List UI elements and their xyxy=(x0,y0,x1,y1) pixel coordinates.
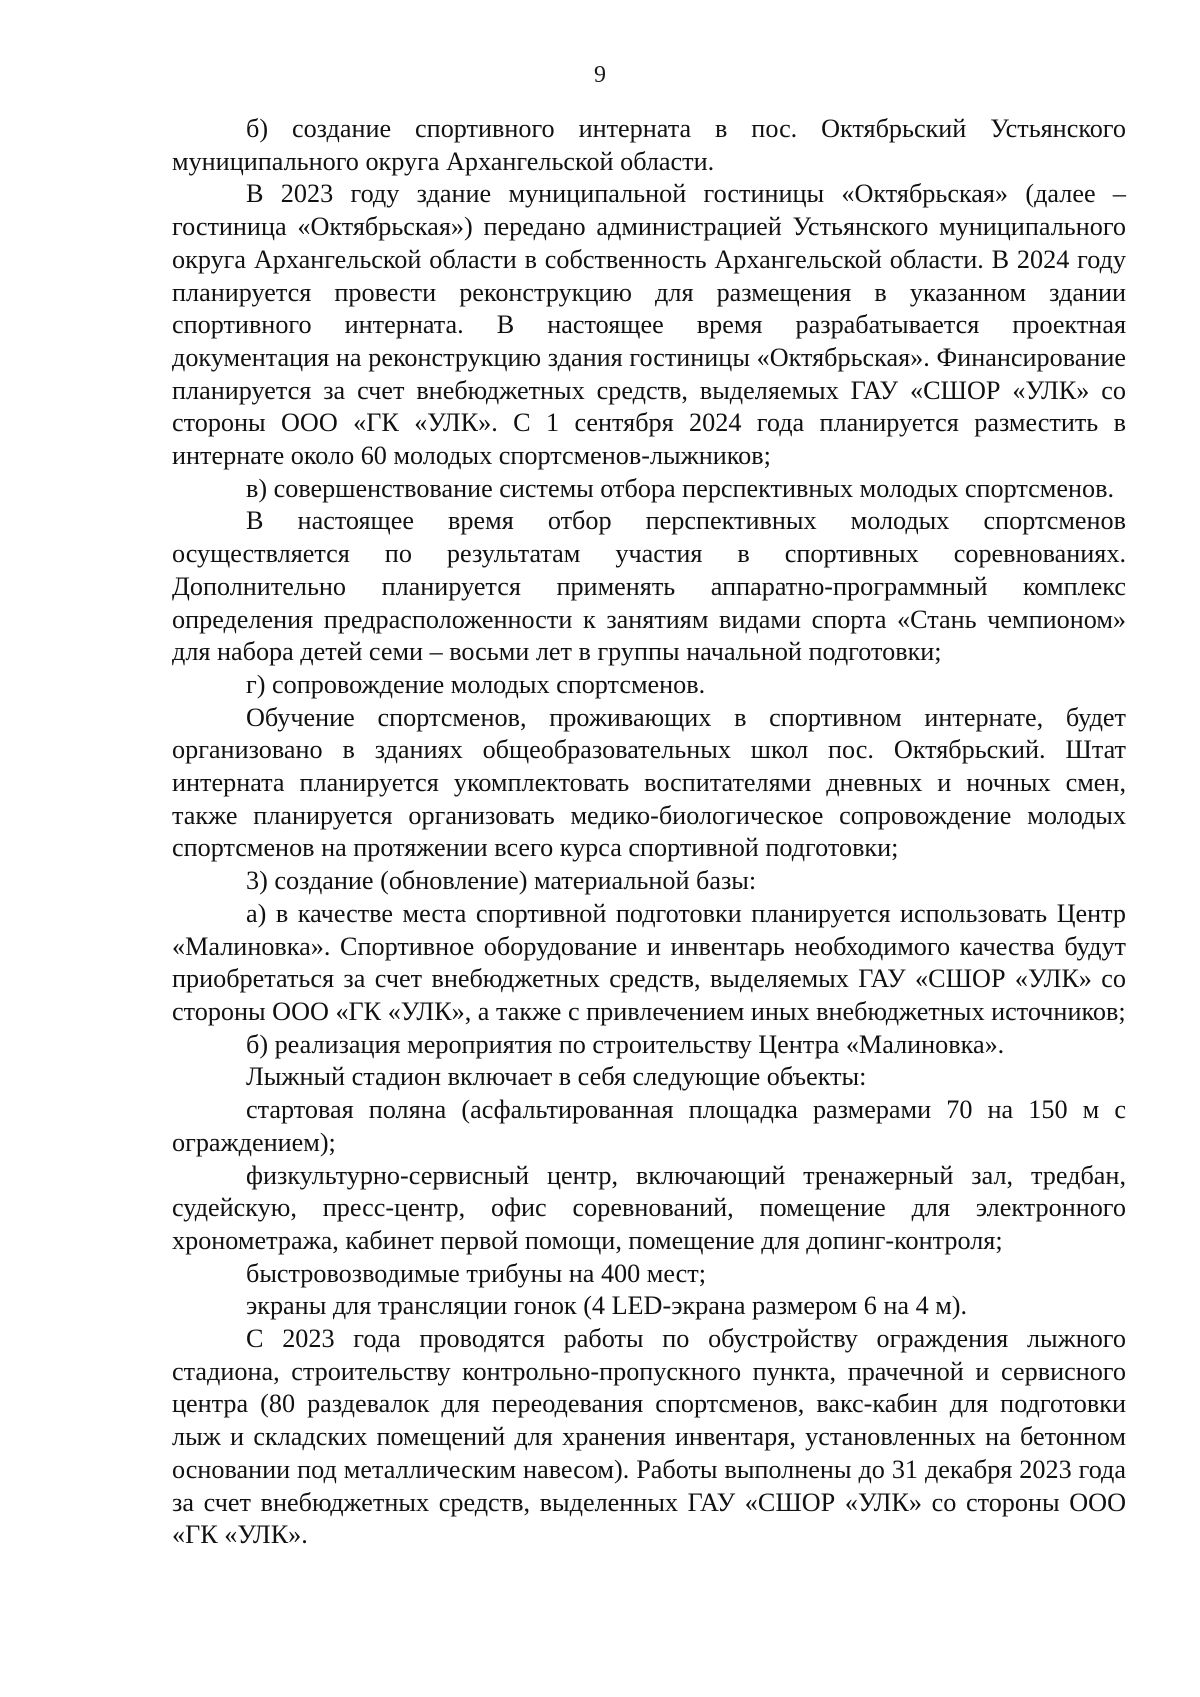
page-number: 9 xyxy=(594,62,606,88)
paragraph-8: а) в качестве места спортивной подготовки планируется использовать Центр «Малиновка». Спортивное оборудование и инвентарь необходимого качества будут приобретаться за счет внебюджетных средств, выделяемых ГАУ «СШОР «УЛК» со стороны ООО «ГК «УЛК», а также с привлечением иных внебюджетных источников; xyxy=(172,898,1126,1026)
paragraph-5: г) сопровождение молодых спортсменов. xyxy=(246,669,706,699)
paragraph-11: стартовая поляна (асфальтированная площадка размерами 70 на 150 м с ограждением); xyxy=(172,1095,1126,1157)
paragraph-6: Обучение спортсменов, проживающих в спортивном интернате, будет организовано в зданиях общеобразовательных школ пос. Октябрьский. Штат интерната планируется укомплектовать воспитателями дневных и ночных смен, также планируется организовать медико-биологическое сопровождение молодых спортсменов на протяжении всего курса спортивной подготовки; xyxy=(172,702,1126,863)
document-body xyxy=(172,113,1126,1552)
paragraph-3: в) совершенствование системы отбора перспективных молодых спортсменов. xyxy=(246,473,1114,503)
paragraph-9: б) реализация мероприятия по строительству Центра «Малиновка». xyxy=(246,1029,1005,1059)
paragraph-4: В настоящее время отбор перспективных молодых спортсменов осуществляется по результатам участия в спортивных соревнованиях. Дополнительно планируется применять аппаратно-программный комплекс определения предрасположенности к занятиям видами спорта «Стань чемпионом» для набора детей семи – восьми лет в группы начальной подготовки; xyxy=(172,506,1126,667)
paragraph-1: б) создание спортивного интерната в пос. Октябрьский Устьянского муниципального округа Архангельской области. xyxy=(172,114,1126,176)
paragraph-14: экраны для трансляции гонок (4 LED-экрана размером 6 на 4 м). xyxy=(246,1291,968,1321)
paragraph-15: С 2023 года проводятся работы по обустройству ограждения лыжного стадиона, строительству контрольно-пропускного пункта, прачечной и сервисного центра (80 раздевалок для переодевания спортсменов, вакс-кабин для подготовки лыж и складских помещений для хранения инвентаря, установленных на бетонном основании под металлическим навесом). Работы выполнены до 31 декабря 2023 года за счет внебюджетных средств, выделенных ГАУ «СШОР «УЛК» со стороны ООО «ГК «УЛК». xyxy=(172,1324,1126,1550)
paragraph-7: 3) создание (обновление) материальной базы: xyxy=(246,866,757,896)
paragraph-12: физкультурно-сервисный центр, включающий тренажерный зал, тредбан, судейскую, пресс-центр, офис соревнований, помещение для электронного хронометража, кабинет первой помощи, помещение для допинг-контроля; xyxy=(172,1160,1126,1255)
paragraph-13: быстровозводимые трибуны на 400 мест; xyxy=(246,1258,706,1288)
paragraph-10: Лыжный стадион включает в себя следующие объекты: xyxy=(246,1062,867,1092)
paragraph-2: В 2023 году здание муниципальной гостиницы «Октябрьская» (далее – гостиница «Октябрьская») передано администрацией Устьянского муниципального округа Архангельской области в собственность Архангельской области. В 2024 году планируется провести реконструкцию для размещения в указанном здании спортивного интерната. В настоящее время разрабатывается проектная документация на реконструкцию здания гостиницы «Октябрьская». Финансирование планируется за счет внебюджетных средств, выделяемых ГАУ «СШОР «УЛК» со стороны ООО «ГК «УЛК». С 1 сентября 2024 года планируется разместить в интернате около 60 молодых спортсменов-лыжников; xyxy=(172,179,1126,471)
